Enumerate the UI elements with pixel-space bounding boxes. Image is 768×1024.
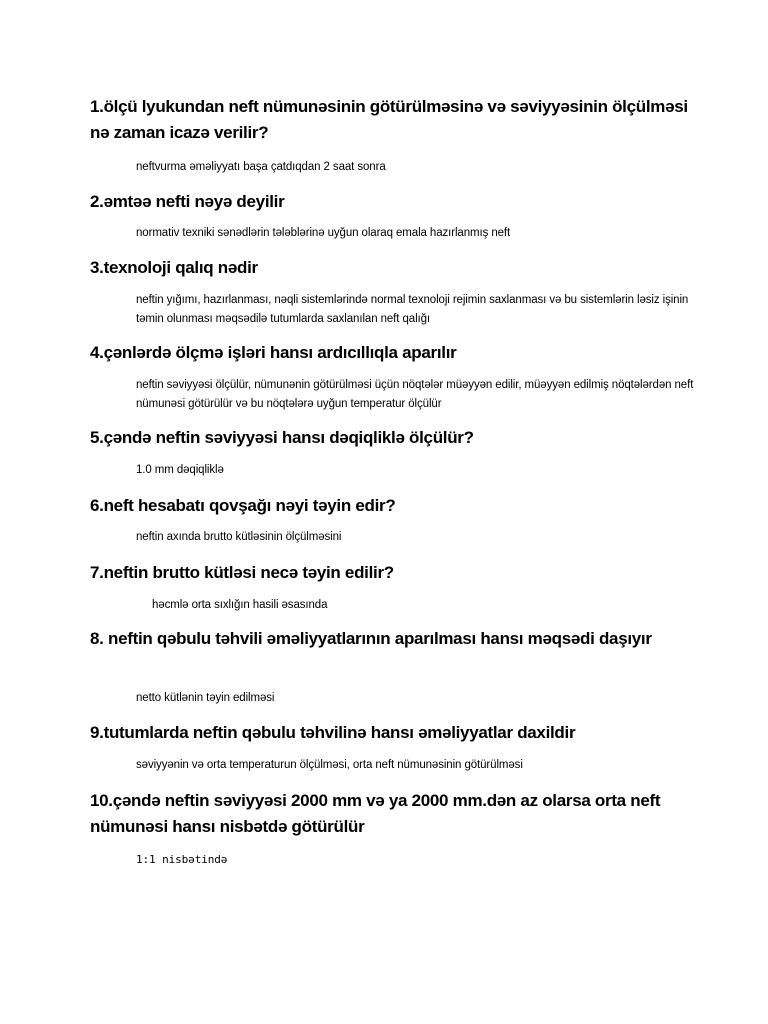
question-7: 7.neftin brutto kütləsi necə təyin edilir? [90, 563, 394, 582]
question-6: 6.neft hesabatı qovşağı nəyi təyin edir? [90, 496, 396, 515]
answer-8: netto kütlənin təyin edilməsi [136, 692, 275, 704]
question-5: 5.çəndə neftin səviyyəsi hansı dəqiqliklə ölçülür? [90, 428, 474, 447]
answer-6: neftin axında brutto kütləsinin ölçülməsini [136, 531, 342, 543]
answer-10: 1:1 nisbətində [136, 853, 228, 866]
question-3: 3.texnoloji qalıq nədir [90, 258, 258, 277]
question-4: 4.çənlərdə ölçmə işləri hansı ardıcıllıqla aparılır [90, 343, 457, 362]
question-9: 9.tutumlarda neftin qəbulu təhvilinə hansı əməliyyatlar daxildir [90, 723, 576, 742]
answer-3: neftin yığımı, hazırlanması, nəqli sistemlərində normal texnoloji rejimin saxlanması və bu sistemlərin ləsiz işinin təmin olunması məqsədilə tutumlarda saxlanılan neft qalığı [136, 294, 689, 325]
answer-9: səviyyənin və orta temperaturun ölçülməsi, orta neft nümunəsinin götürülməsi [136, 759, 523, 771]
answer-1: neftvurma əməliyyatı başa çatdıqdan 2 saat sonra [136, 161, 386, 173]
question-10: 10.çəndə neftin səviyyəsi 2000 mm və ya 2000 mm.dən az olarsa orta neft nümunəsi hansı nisbətdə götürülür [90, 791, 661, 836]
question-8: 8. neftin qəbulu təhvili əməliyyatlarının aparılması hansı məqsədi daşıyır [90, 629, 652, 648]
question-1: 1.ölçü lyukundan neft nümunəsinin götürülməsinə və səviyyəsinin ölçülməsi nə zaman icazə verilir? [90, 97, 688, 142]
answer-7: həcmlə orta sıxlığın hasili əsasında [152, 599, 328, 611]
answer-4: neftin səviyyəsi ölçülür, nümunənin götürülməsi üçün nöqtələr müəyyən edilir, müəyyən edilmiş nöqtələrdən neft nümunəsi götürülür və bu nöqtələrə uyğun temperatur ölçülür [136, 379, 694, 410]
answer-5: 1.0 mm dəqiqliklə [136, 464, 224, 476]
answer-2: normativ texniki sənədlərin tələblərinə uyğun olaraq emala hazırlanmış neft [136, 227, 511, 239]
question-2: 2.əmtəə nefti nəyə deyilir [90, 192, 285, 211]
